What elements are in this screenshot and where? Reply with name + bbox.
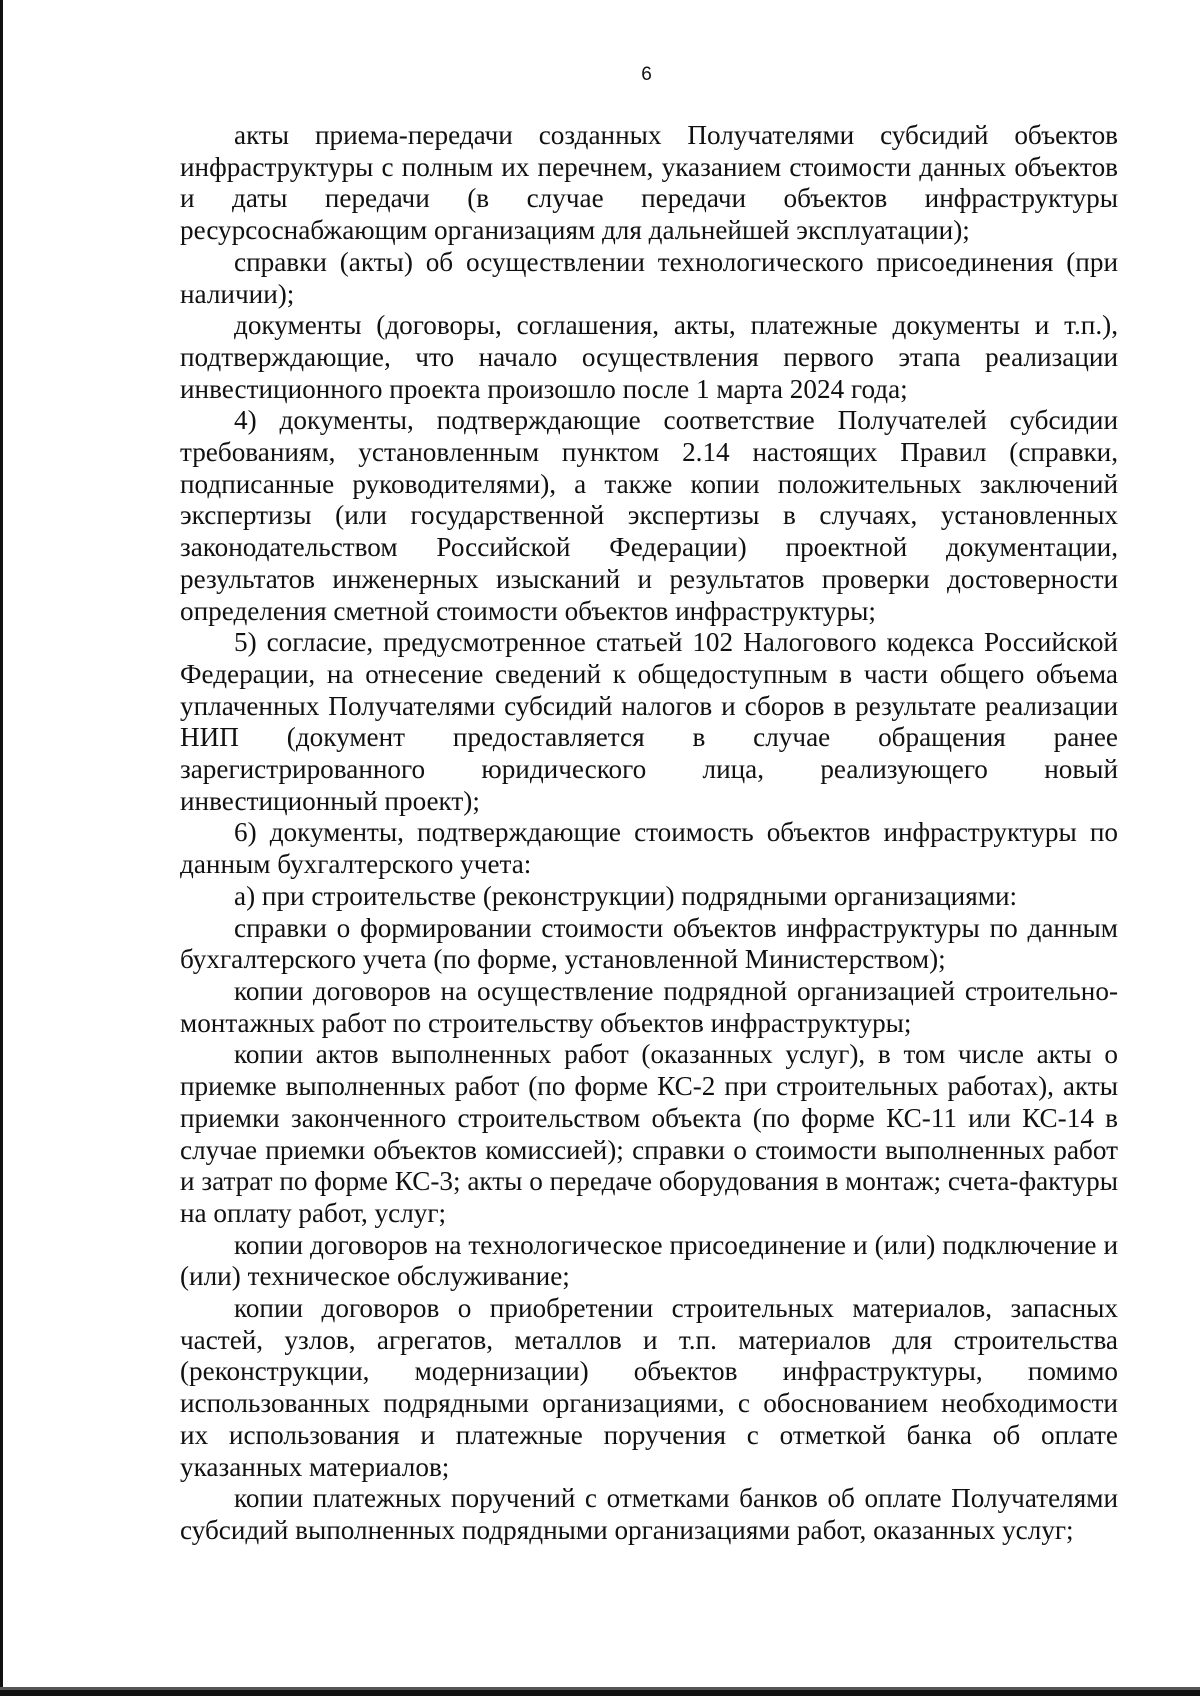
paragraph-work-acts: копии актов выполненных работ (оказанных услуг), в том числе акты о приемке выполненных работ (по форме КС-2 при строительных работах), акты приемки законченного строительством объекта (по форме КС-11 или КС-14 в случае приемки объектов комиссией); справки о стоимости выполненных работ и затрат по форме КС-3; акты о передаче оборудования в монтаж; счета-фактуры на оплату работ, услуг; <box>180 1039 1118 1228</box>
paragraph-item-4: 4) документы, подтверждающие соответствие Получателей субсидии требованиям, установленным пунктом 2.14 настоящих Правил (справки, подписанные руководителями), а также копии положительных заключений экспертизы (или государственной экспертизы в случаях, установленных законодательством Российской Федерации) проектной документации, результатов инженерных изысканий и результатов проверки достоверности определения сметной стоимости объектов инфраструктуры; <box>180 405 1118 626</box>
paragraph-item-6: 6) документы, подтверждающие стоимость объектов инфраструктуры по данным бухгалтерского учета: <box>180 817 1118 880</box>
paragraph-connection-certificates: справки (акты) об осуществлении технологического присоединения (при наличии); <box>180 246 1118 309</box>
document-body <box>180 120 1118 1547</box>
paragraph-contract-copies: копии договоров на осуществление подрядной организацией строительно-монтажных работ по строительству объектов инфраструктуры; <box>180 975 1118 1038</box>
paragraph-acceptance-acts: акты приема-передачи созданных Получателями субсидий объектов инфраструктуры с полным их перечнем, указанием стоимости данных объектов и даты передачи (в случае передачи объектов инфраструктуры ресурсоснабжающим организациям для дальнейшей эксплуатации); <box>180 120 1118 246</box>
paragraph-payment-orders: копии платежных поручений с отметками банков об оплате Получателями субсидий выполненных подрядными организациями работ, оказанных услуг; <box>180 1483 1118 1545</box>
paragraph-material-contracts: копии договоров о приобретении строительных материалов, запасных частей, узлов, агрегатов, металлов и т.п. материалов для строительства (реконструкции, модернизации) объектов инфраструктуры, помимо использованных подрядными организациями, с обоснованием необходимости их использования и платежные поручения с отметкой банка об оплате указанных материалов; <box>180 1293 1118 1482</box>
page-number: 6 <box>641 64 652 85</box>
scan-bottom-edge <box>0 1690 1200 1696</box>
paragraph-connection-contracts: копии договоров на технологическое присоединение и (или) подключение и (или) техническое обслуживание; <box>180 1229 1118 1292</box>
scan-left-edge <box>0 0 3 1696</box>
paragraph-project-start-documents: документы (договоры, соглашения, акты, платежные документы и т.п.), подтверждающие, что начало осуществления первого этапа реализации инвестиционного проекта произошло после 1 марта 2024 года; <box>180 310 1118 404</box>
paragraph-item-5: 5) согласие, предусмотренное статьей 102 Налогового кодекса Российской Федерации, на отнесение сведений к общедоступным в части общего объема уплаченных Получателями субсидий налогов и сборов в результате реализации НИП (документ предоставляется в случае обращения ранее зарегистрированного юридического лица, реализующего новый инвестиционный проект); <box>180 627 1118 816</box>
paragraph-item-6a: а) при строительстве (реконструкции) подрядными организациями: <box>234 880 1018 911</box>
paragraph-cost-certificates: справки о формировании стоимости объектов инфраструктуры по данным бухгалтерского учета (по форме, установленной Министерством); <box>180 912 1118 975</box>
